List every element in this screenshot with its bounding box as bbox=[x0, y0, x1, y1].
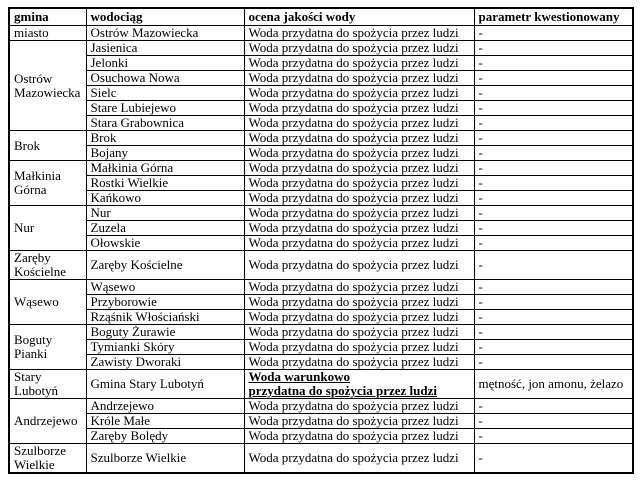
wodociag-cell: Stare Lubiejewo bbox=[86, 101, 244, 116]
table-row bbox=[9, 414, 633, 429]
table-header bbox=[9, 8, 633, 26]
gmina-cell: Brok bbox=[9, 131, 86, 161]
table-row bbox=[9, 71, 633, 86]
ocena-cell: Woda przydatna do spożycia przez ludzi bbox=[244, 26, 474, 41]
ocena-cell: Woda przydatna do spożycia przez ludzi bbox=[244, 236, 474, 251]
table-row bbox=[9, 101, 633, 116]
ocena-cell: Woda przydatna do spożycia przez ludzi bbox=[244, 280, 474, 295]
gmina-cell: Boguty Pianki bbox=[9, 325, 86, 370]
parametr-cell: - bbox=[474, 176, 633, 191]
ocena-cell: Woda przydatna do spożycia przez ludzi bbox=[244, 340, 474, 355]
parametr-cell: - bbox=[474, 131, 633, 146]
table-row bbox=[9, 295, 633, 310]
table-row bbox=[9, 370, 633, 399]
parametr-cell: mętność, jon amonu, żelazo bbox=[474, 370, 633, 399]
ocena-cell: Woda przydatna do spożycia przez ludzi bbox=[244, 399, 474, 414]
table-row bbox=[9, 429, 633, 444]
ocena-cell: Woda przydatna do spożycia przez ludzi bbox=[244, 86, 474, 101]
wodociag-cell: Bojany bbox=[86, 146, 244, 161]
wodociag-cell: Osuchowa Nowa bbox=[86, 71, 244, 86]
table-row bbox=[9, 191, 633, 206]
ocena-cell: Woda przydatna do spożycia przez ludzi bbox=[244, 71, 474, 86]
table-row bbox=[9, 146, 633, 161]
table-row bbox=[9, 206, 633, 221]
table-row bbox=[9, 355, 633, 370]
wodociag-cell: Jasienica bbox=[86, 41, 244, 56]
gmina-cell: Zaręby Kościelne bbox=[9, 251, 86, 280]
parametr-cell: - bbox=[474, 280, 633, 295]
table-row bbox=[9, 251, 633, 280]
wodociag-cell: Zuzela bbox=[86, 221, 244, 236]
wodociag-cell: Szulborze Wielkie bbox=[86, 444, 244, 474]
table-row bbox=[9, 444, 633, 474]
wodociag-cell: Gmina Stary Lubotyń bbox=[86, 370, 244, 399]
table-row bbox=[9, 41, 633, 56]
wodociag-cell: Zaręby Bolędy bbox=[86, 429, 244, 444]
ocena-cell: Woda przydatna do spożycia przez ludzi bbox=[244, 56, 474, 71]
gmina-cell: Andrzejewo bbox=[9, 399, 86, 444]
table-row bbox=[9, 56, 633, 71]
ocena-cell: Woda przydatna do spożycia przez ludzi bbox=[244, 355, 474, 370]
parametr-cell: - bbox=[474, 295, 633, 310]
ocena-cell: Woda przydatna do spożycia przez ludzi bbox=[244, 101, 474, 116]
ocena-cell: Woda przydatna do spożycia przez ludzi bbox=[244, 414, 474, 429]
wodociag-cell: Zawisty Dworaki bbox=[86, 355, 244, 370]
parametr-cell: - bbox=[474, 116, 633, 131]
parametr-cell: - bbox=[474, 444, 633, 474]
parametr-cell: - bbox=[474, 146, 633, 161]
table-row bbox=[9, 86, 633, 101]
header-wodociag: wodociąg bbox=[86, 8, 244, 26]
parametr-cell: - bbox=[474, 355, 633, 370]
table-row bbox=[9, 221, 633, 236]
ocena-cell: Woda przydatna do spożycia przez ludzi bbox=[244, 325, 474, 340]
ocena-cell: Woda przydatna do spożycia przez ludzi bbox=[244, 429, 474, 444]
gmina-cell: Małkinia Górna bbox=[9, 161, 86, 206]
table-row bbox=[9, 161, 633, 176]
wodociag-cell: Brok bbox=[86, 131, 244, 146]
wodociag-cell: Małkinia Górna bbox=[86, 161, 244, 176]
ocena-cell bbox=[244, 370, 474, 399]
parametr-cell: - bbox=[474, 41, 633, 56]
wodociag-cell: Wąsewo bbox=[86, 280, 244, 295]
ocena-cell: Woda przydatna do spożycia przez ludzi bbox=[244, 161, 474, 176]
wodociag-cell: Rząśnik Włościański bbox=[86, 310, 244, 325]
parametr-cell: - bbox=[474, 86, 633, 101]
gmina-cell: miasto bbox=[9, 26, 86, 41]
wodociag-cell: Boguty Żurawie bbox=[86, 325, 244, 340]
ocena-cell: Woda przydatna do spożycia przez ludzi bbox=[244, 146, 474, 161]
parametr-cell: - bbox=[474, 325, 633, 340]
ocena-cell: Woda przydatna do spożycia przez ludzi bbox=[244, 116, 474, 131]
parametr-cell: - bbox=[474, 161, 633, 176]
ocena-cell: Woda przydatna do spożycia przez ludzi bbox=[244, 191, 474, 206]
table-row bbox=[9, 176, 633, 191]
table-row bbox=[9, 116, 633, 131]
header-row bbox=[9, 8, 633, 26]
ocena-cell: Woda przydatna do spożycia przez ludzi bbox=[244, 221, 474, 236]
ocena-cell: Woda przydatna do spożycia przez ludzi bbox=[244, 444, 474, 474]
gmina-cell: Stary Lubotyń bbox=[9, 370, 86, 399]
document-page bbox=[8, 7, 634, 474]
parametr-cell: - bbox=[474, 191, 633, 206]
header-ocena: ocena jakości wody bbox=[244, 8, 474, 26]
wodociag-cell: Jelonki bbox=[86, 56, 244, 71]
gmina-cell: Szulborze Wielkie bbox=[9, 444, 86, 474]
ocena-cell: Woda przydatna do spożycia przez ludzi bbox=[244, 176, 474, 191]
parametr-cell: - bbox=[474, 71, 633, 86]
wodociag-cell: Sielc bbox=[86, 86, 244, 101]
gmina-cell: Ostrów Mazowiecka bbox=[9, 41, 86, 131]
ocena-cell: Woda przydatna do spożycia przez ludzi bbox=[244, 295, 474, 310]
table-body bbox=[9, 26, 633, 474]
gmina-cell: Wąsewo bbox=[9, 280, 86, 325]
ocena-cell: Woda przydatna do spożycia przez ludzi bbox=[244, 251, 474, 280]
parametr-cell: - bbox=[474, 236, 633, 251]
wodociag-cell: Stara Grabownica bbox=[86, 116, 244, 131]
parametr-cell: - bbox=[474, 221, 633, 236]
ocena-cell: Woda przydatna do spożycia przez ludzi bbox=[244, 206, 474, 221]
table-row bbox=[9, 399, 633, 414]
ocena-warning-text: Woda warunkowo bbox=[248, 369, 350, 384]
wodociag-cell: Zaręby Kościelne bbox=[86, 251, 244, 280]
parametr-cell: - bbox=[474, 56, 633, 71]
ocena-cell: Woda przydatna do spożycia przez ludzi bbox=[244, 41, 474, 56]
table-row bbox=[9, 236, 633, 251]
header-gmina: gmina bbox=[9, 8, 86, 26]
parametr-cell: - bbox=[474, 101, 633, 116]
table-row bbox=[9, 131, 633, 146]
table-row bbox=[9, 310, 633, 325]
parametr-cell: - bbox=[474, 310, 633, 325]
wodociag-cell: Przyborowie bbox=[86, 295, 244, 310]
parametr-cell: - bbox=[474, 414, 633, 429]
wodociag-cell: Króle Małe bbox=[86, 414, 244, 429]
table-row bbox=[9, 325, 633, 340]
ocena-cell: Woda przydatna do spożycia przez ludzi bbox=[244, 131, 474, 146]
parametr-cell: - bbox=[474, 206, 633, 221]
wodociag-cell: Kańkowo bbox=[86, 191, 244, 206]
water-quality-table bbox=[8, 7, 634, 474]
wodociag-cell: Rostki Wielkie bbox=[86, 176, 244, 191]
ocena-warning-text: przydatna do spożycia przez ludzi bbox=[248, 383, 437, 398]
parametr-cell: - bbox=[474, 251, 633, 280]
wodociag-cell: Nur bbox=[86, 206, 244, 221]
parametr-cell: - bbox=[474, 429, 633, 444]
wodociag-cell: Ostrów Mazowiecka bbox=[86, 26, 244, 41]
parametr-cell: - bbox=[474, 340, 633, 355]
gmina-cell: Nur bbox=[9, 206, 86, 251]
parametr-cell: - bbox=[474, 399, 633, 414]
header-parametr: parametr kwestionowany bbox=[474, 8, 633, 26]
ocena-cell: Woda przydatna do spożycia przez ludzi bbox=[244, 310, 474, 325]
table-row bbox=[9, 280, 633, 295]
table-row bbox=[9, 340, 633, 355]
wodociag-cell: Tymianki Skóry bbox=[86, 340, 244, 355]
wodociag-cell: Ołowskie bbox=[86, 236, 244, 251]
parametr-cell: - bbox=[474, 26, 633, 41]
wodociag-cell: Andrzejewo bbox=[86, 399, 244, 414]
table-row bbox=[9, 26, 633, 41]
